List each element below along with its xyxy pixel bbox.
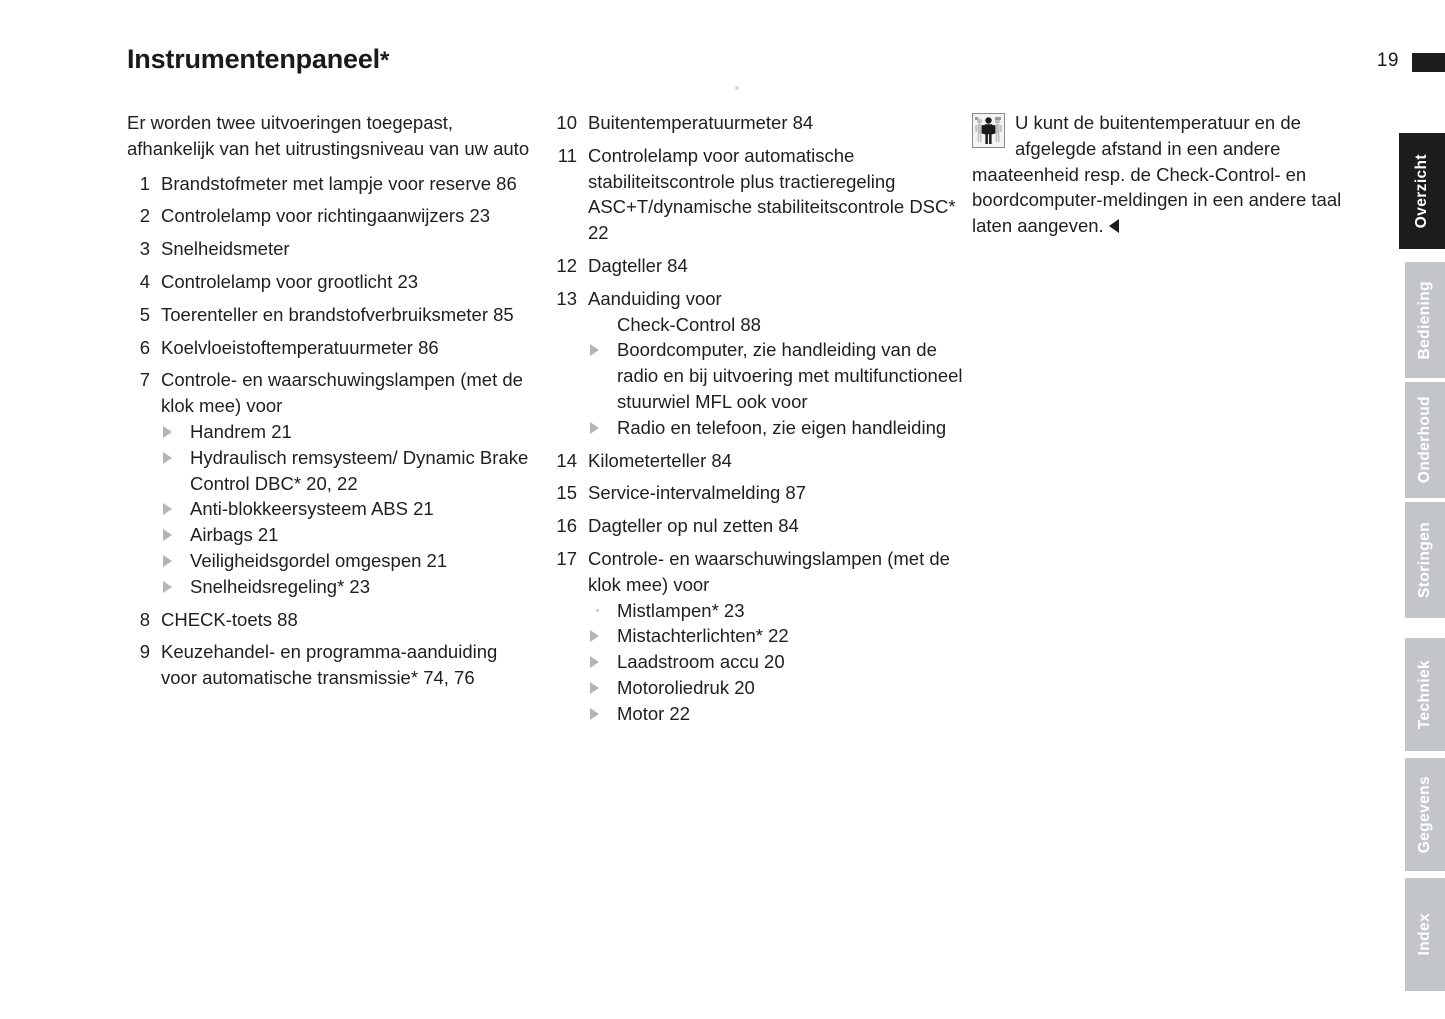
content-column-3 <box>972 110 1377 239</box>
sidebar-tab-gegevens[interactable] <box>1405 758 1445 871</box>
item-number: 4 <box>139 270 150 292</box>
triangle-bullet-icon <box>163 581 172 593</box>
page-title-text: Instrumentenpaneel <box>127 44 380 74</box>
sub-item-text: Handrem 21 <box>190 420 292 442</box>
item-text: Aanduiding voor <box>588 287 722 309</box>
item-number: 16 <box>556 515 577 537</box>
sub-list-item <box>588 598 965 624</box>
sidebar-tab-label: Onderhoud <box>1416 396 1433 484</box>
list-item <box>545 110 965 136</box>
sub-item-text: Motor 22 <box>617 702 691 724</box>
sidebar-tab-storingen[interactable] <box>1405 502 1445 618</box>
item-number: 15 <box>556 482 577 504</box>
triangle-bullet-icon <box>590 682 599 694</box>
sub-item-text: Mistlampen* 23 <box>617 599 745 621</box>
item-number: 9 <box>139 641 150 663</box>
list-item <box>127 367 532 599</box>
page-number: 19 <box>1376 50 1399 71</box>
sidebar-tab-overzicht[interactable] <box>1399 133 1445 249</box>
sub-item-text: Snelheidsregeling* 23 <box>190 575 370 597</box>
sidebar-tab-label: Gegevens <box>1416 775 1433 854</box>
list-item <box>127 639 532 691</box>
list-item <box>127 302 532 328</box>
list-item <box>127 236 532 262</box>
sidebar-tab-onderhoud[interactable] <box>1405 382 1445 498</box>
item-text: CHECK-toets 88 <box>161 608 298 630</box>
item-number: 2 <box>139 205 150 227</box>
sidebar-tab-index[interactable] <box>1405 878 1445 991</box>
triangle-bullet-icon <box>590 630 599 642</box>
item-number: 17 <box>556 547 577 569</box>
numbered-list-column-1 <box>127 171 532 691</box>
content-column-2 <box>545 110 965 727</box>
sidebar-tab-label: Index <box>1416 913 1433 956</box>
item-text: Toerenteller en brandstofverbruiksmeter 85 <box>161 303 514 325</box>
sub-list <box>161 419 532 600</box>
item-text: Keuzehandel- en programma-aanduiding voor automatische transmissie* 74, 76 <box>161 641 498 689</box>
list-item <box>545 448 965 474</box>
sub-list-item <box>161 496 532 522</box>
triangle-bullet-icon <box>596 609 599 612</box>
numbered-list-column-2 <box>545 110 965 727</box>
triangle-bullet-icon <box>590 344 599 356</box>
list-item <box>545 253 965 279</box>
note-block <box>972 110 1377 239</box>
item-number: 12 <box>556 254 577 276</box>
sub-item-text: Hydraulisch remsysteem/ Dynamic Brake Control DBC* 20, 22 <box>190 446 529 494</box>
item-text: Controle- en waarschuwingslampen (met de klok mee) voor <box>588 547 950 595</box>
list-item <box>127 203 532 229</box>
list-item <box>127 607 532 633</box>
sub-item-text: Motoroliedruk 20 <box>617 676 755 698</box>
item-number: 11 <box>557 144 577 166</box>
page-title <box>127 44 389 75</box>
sub-item-text: Radio en telefoon, zie eigen handleiding <box>617 416 947 438</box>
sub-list-item <box>161 419 532 445</box>
list-item <box>545 286 965 441</box>
content-column-1 <box>127 110 532 691</box>
sub-list-item <box>588 415 965 441</box>
item-text: Brandstofmeter met lampje voor reserve 86 <box>161 172 517 194</box>
item-number: 3 <box>139 238 150 260</box>
section-tabs <box>1399 0 1445 1019</box>
item-text: Controlelamp voor automatische stabiliteitscontrole plus tractieregeling ASC+T/dynamische stabiliteitscontrole DSC* 22 <box>588 144 956 244</box>
sub-item-text: Check-Control 88 <box>617 313 761 335</box>
sub-list <box>588 598 965 727</box>
item-text: Dagteller op nul zetten 84 <box>588 515 799 537</box>
sub-list-item <box>588 649 965 675</box>
item-text: Service-intervalmelding 87 <box>588 482 806 504</box>
triangle-bullet-icon <box>163 529 172 541</box>
item-text: Buitentemperatuurmeter 84 <box>588 112 814 133</box>
intro-paragraph <box>127 110 532 162</box>
sub-list-item <box>588 337 965 414</box>
item-text: Koelvloeistoftemperatuurmeter 86 <box>161 336 439 358</box>
person-figure-icon <box>972 113 1005 148</box>
item-number: 8 <box>139 608 150 630</box>
list-item <box>545 546 965 727</box>
sub-list <box>588 312 965 441</box>
triangle-bullet-icon <box>163 503 172 515</box>
sub-item-text: Anti-blokkeersysteem ABS 21 <box>190 498 434 520</box>
item-text: Kilometerteller 84 <box>588 449 732 471</box>
item-number: 5 <box>139 303 150 325</box>
sidebar-tab-label: Bediening <box>1416 280 1433 360</box>
sub-list-item <box>588 701 965 727</box>
triangle-bullet-icon <box>163 555 172 567</box>
item-text: Controlelamp voor grootlicht 23 <box>161 270 419 292</box>
triangle-bullet-icon <box>590 656 599 668</box>
item-number: 1 <box>139 172 150 194</box>
sidebar-tab-label: Storingen <box>1416 522 1433 598</box>
note-end-marker-icon <box>1109 219 1119 233</box>
sub-item-text: Veiligheidsgordel omgespen 21 <box>190 549 448 571</box>
sub-item-text: Laadstroom accu 20 <box>617 651 785 673</box>
item-number: 6 <box>139 336 150 358</box>
list-item <box>545 513 965 539</box>
sidebar-tab-label: Techniek <box>1416 659 1433 730</box>
sub-list-item-plain <box>588 312 965 338</box>
page-title-asterisk: * <box>379 47 390 74</box>
item-number: 14 <box>556 449 577 471</box>
item-text: Controle- en waarschuwingslampen (met de klok mee) voor <box>161 369 523 417</box>
item-text: Controlelamp voor richtingaanwijzers 23 <box>161 205 491 227</box>
triangle-bullet-icon <box>590 422 599 434</box>
sub-list-item <box>161 574 532 600</box>
note-text: U kunt de buitentemperatuur en de afgelegde afstand in een andere maateenheid resp. de Check-Control- en boordcomputer-meldingen in een andere taal laten aangeven. <box>972 112 1342 237</box>
item-number: 7 <box>139 369 150 391</box>
triangle-bullet-icon <box>590 708 599 720</box>
list-item <box>545 143 965 246</box>
sub-list-item <box>161 548 532 574</box>
triangle-bullet-icon <box>163 426 172 438</box>
item-text: Dagteller 84 <box>588 254 688 276</box>
sub-item-text: Airbags 21 <box>190 524 279 546</box>
list-item <box>127 171 532 197</box>
sidebar-tab-techniek[interactable] <box>1405 638 1445 751</box>
list-item <box>545 480 965 506</box>
item-text: Snelheidsmeter <box>161 238 290 260</box>
sub-list-item <box>161 522 532 548</box>
triangle-bullet-icon <box>163 452 172 464</box>
sub-list-item <box>588 623 965 649</box>
intro-text: Er worden twee uitvoeringen toegepast, afhankelijk van het uitrustingsniveau van uw auto <box>127 112 530 159</box>
sidebar-tab-bediening[interactable] <box>1405 262 1445 378</box>
list-item <box>127 335 532 361</box>
scan-artifact <box>735 86 739 90</box>
sub-item-text: Boordcomputer, zie handleiding van de radio en bij uitvoering met multifunctioneel stuurwiel MFL ook voor <box>617 339 963 412</box>
sidebar-tab-label: Overzicht <box>1413 153 1430 229</box>
sub-item-text: Mistachterlichten* 22 <box>617 625 789 647</box>
item-number: 10 <box>556 112 577 133</box>
sub-list-item <box>161 445 532 497</box>
list-item <box>127 269 532 295</box>
item-number: 13 <box>556 287 577 309</box>
sub-list-item <box>588 675 965 701</box>
